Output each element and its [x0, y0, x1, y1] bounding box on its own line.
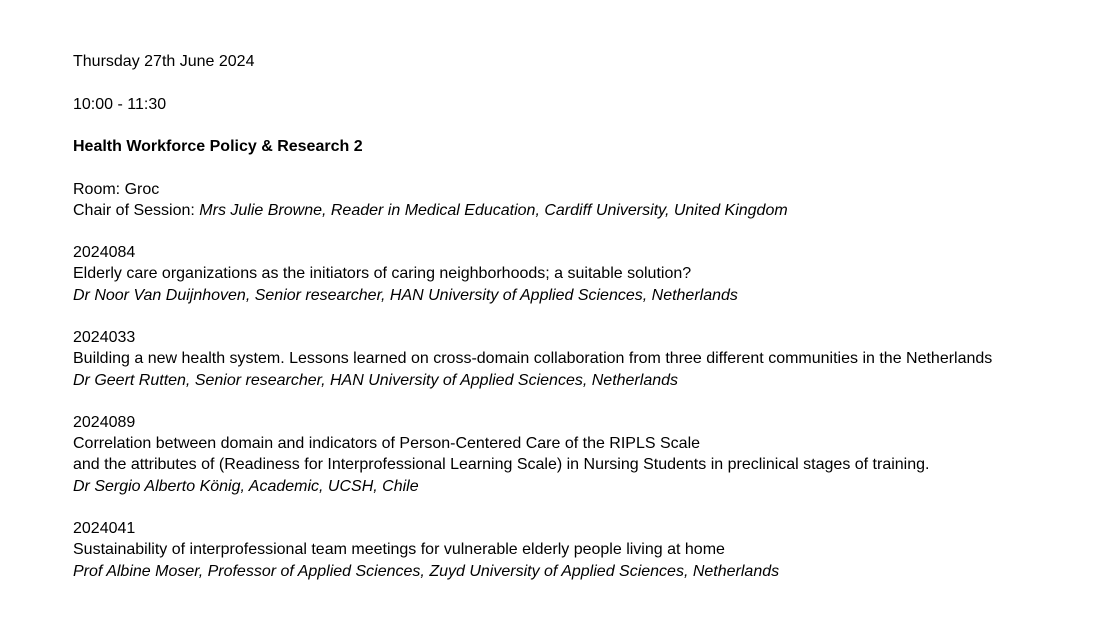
- chair-value: Mrs Julie Browne, Reader in Medical Education, Cardiff University, United Kingdom: [199, 202, 788, 219]
- abstract-author: Dr Geert Rutten, Senior researcher, HAN University of Applied Sciences, Netherlands: [73, 372, 679, 389]
- session-title: Health Workforce Policy & Research 2: [73, 138, 363, 155]
- abstract-title-continued: and the attributes of (Readiness for Interprofessional Learning Scale) in Nursing Students in preclinical stages of training.: [73, 456, 930, 473]
- chair-label: Chair of Session:: [73, 202, 200, 219]
- session-time: 10:00 - 11:30: [73, 96, 167, 113]
- abstract-id: 2024041: [73, 520, 136, 537]
- abstract-author: Dr Sergio Alberto König, Academic, UCSH, Chile: [73, 478, 419, 495]
- abstract-id: 2024089: [73, 414, 136, 431]
- abstract-title: Elderly care organizations as the initiators of caring neighborhoods; a suitable solution?: [73, 265, 692, 282]
- abstract-title: Sustainability of interprofessional team meetings for vulnerable elderly people living at home: [73, 541, 725, 558]
- abstract-id: 2024033: [73, 329, 136, 346]
- session-room: Room: Groc: [73, 181, 160, 198]
- abstract-author: Prof Albine Moser, Professor of Applied Sciences, Zuyd University of Applied Sciences, Netherlands: [73, 563, 780, 580]
- session-chair: [73, 200, 788, 221]
- abstract-author: Dr Noor Van Duijnhoven, Senior researcher, HAN University of Applied Sciences, Netherlands: [73, 287, 738, 304]
- abstract-id: 2024084: [73, 244, 136, 261]
- session-date: Thursday 27th June 2024: [73, 53, 255, 70]
- abstract-title: Correlation between domain and indicators of Person-Centered Care of the RIPLS Scale: [73, 435, 701, 452]
- abstract-title: Building a new health system. Lessons learned on cross-domain collaboration from three different communities in the Netherlands: [73, 350, 993, 367]
